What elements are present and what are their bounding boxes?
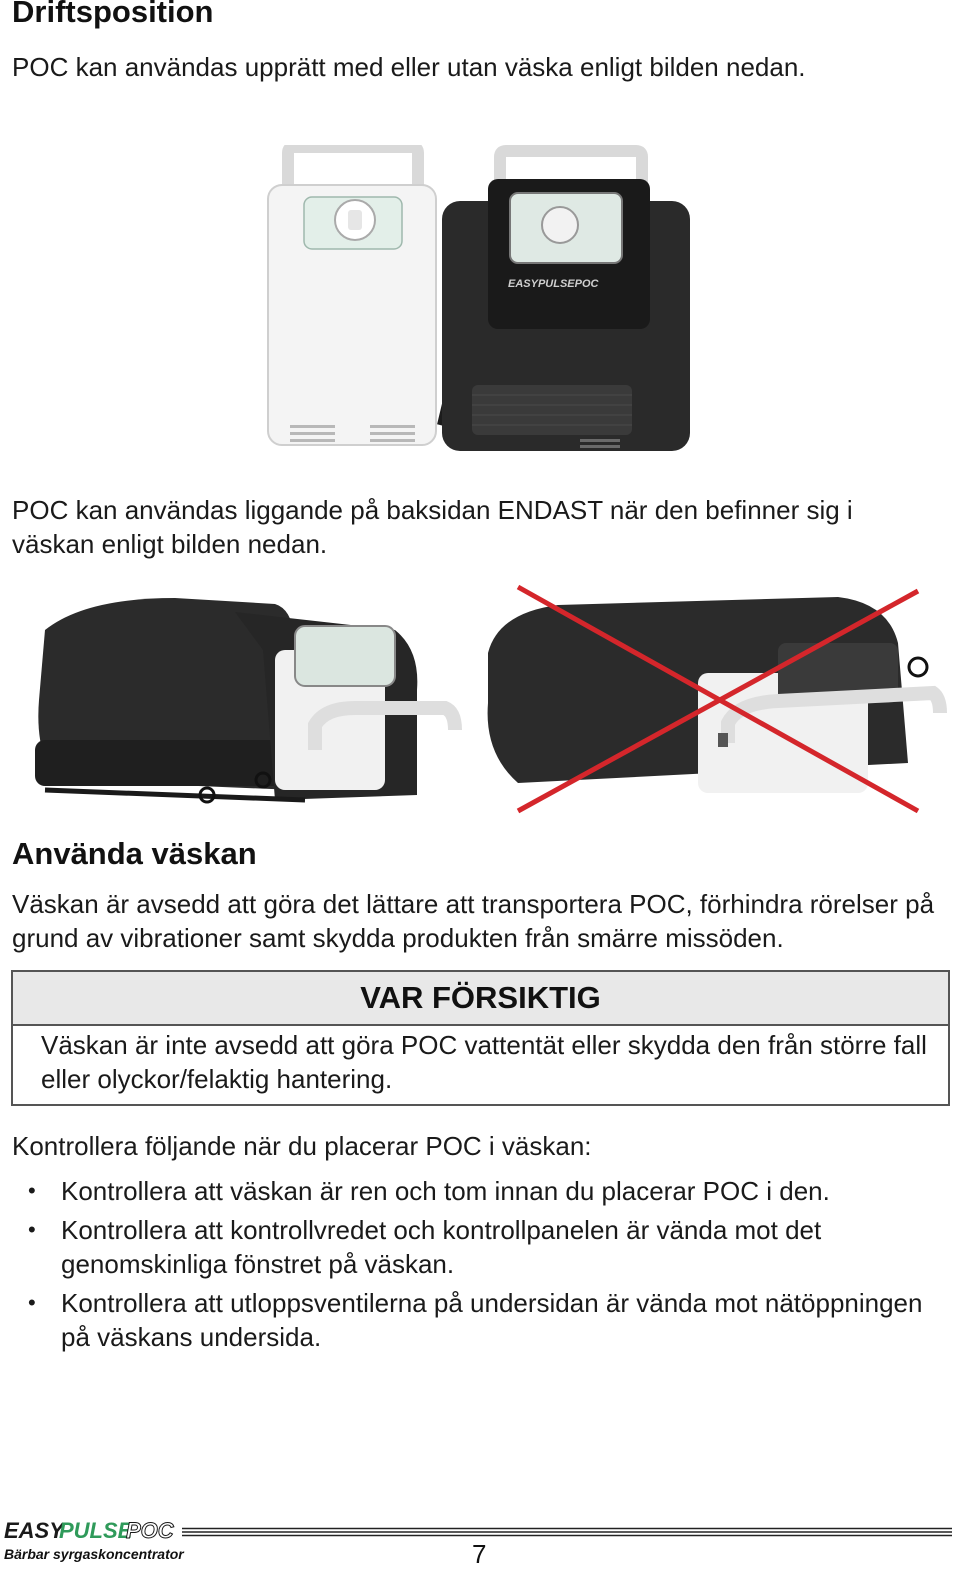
poc-in-bag-image	[440, 151, 690, 451]
list-item-text: Kontrollera att väskan är ren och tom innan du placerar POC i den.	[61, 1176, 830, 1206]
upright-intro-text: POC kan användas upprätt med eller utan väska enligt bilden nedan.	[12, 52, 806, 82]
lying-in-bag-correct-image	[25, 590, 465, 815]
lying-in-bag-incorrect-image	[478, 583, 948, 818]
caution-box	[11, 970, 950, 1106]
section-title-anvanda-vaskan: Använda väskan	[12, 836, 257, 871]
list-item	[24, 1174, 924, 1208]
poc-device-image	[268, 147, 436, 445]
checklist-intro: Kontrollera följande när du placerar POC i väskan:	[12, 1131, 592, 1161]
logo-pulse: PULSE	[59, 1518, 133, 1543]
bag-brand-label: EASYPULSEPOC	[508, 278, 599, 290]
page-number: 7	[472, 1539, 487, 1569]
checklist	[24, 1174, 924, 1359]
logo-easy: EASY	[4, 1518, 64, 1543]
lying-position-text: POC kan användas liggande på baksidan ENDAST när den befinner sig i väskan enligt bilden nedan.	[12, 495, 853, 559]
section-title-driftsposition: Driftsposition	[12, 0, 214, 29]
footer-subtitle: Bärbar syrgaskoncentrator	[4, 1546, 184, 1562]
bullet-icon: •	[28, 1217, 36, 1242]
bag-purpose-text: Väskan är avsedd att göra det lättare att transportera POC, förhindra rörelser på grund av vibrationer samt skydda produkten från smärre missöden.	[12, 889, 935, 953]
list-item	[24, 1213, 924, 1281]
upright-devices-photo	[260, 145, 700, 455]
list-item	[24, 1286, 924, 1354]
logo-poc: POC	[126, 1518, 174, 1543]
bullet-icon: •	[28, 1290, 36, 1315]
list-item-text: Kontrollera att utloppsventilerna på undersidan är vända mot nätöppningen på väskans undersida.	[61, 1288, 923, 1352]
footer-rule	[182, 1527, 952, 1537]
caution-text: Väskan är inte avsedd att göra POC vattentät eller skydda den från större fall eller olyckor/felaktig hantering.	[41, 1030, 927, 1094]
easypulse-poc-logo	[4, 1516, 179, 1544]
list-item-text: Kontrollera att kontrollvredet och kontrollpanelen är vända mot det genomskinliga fönstret på väskan.	[61, 1215, 822, 1279]
caution-heading: VAR FÖRSIKTIG	[13, 972, 948, 1026]
bullet-icon: •	[28, 1178, 36, 1203]
